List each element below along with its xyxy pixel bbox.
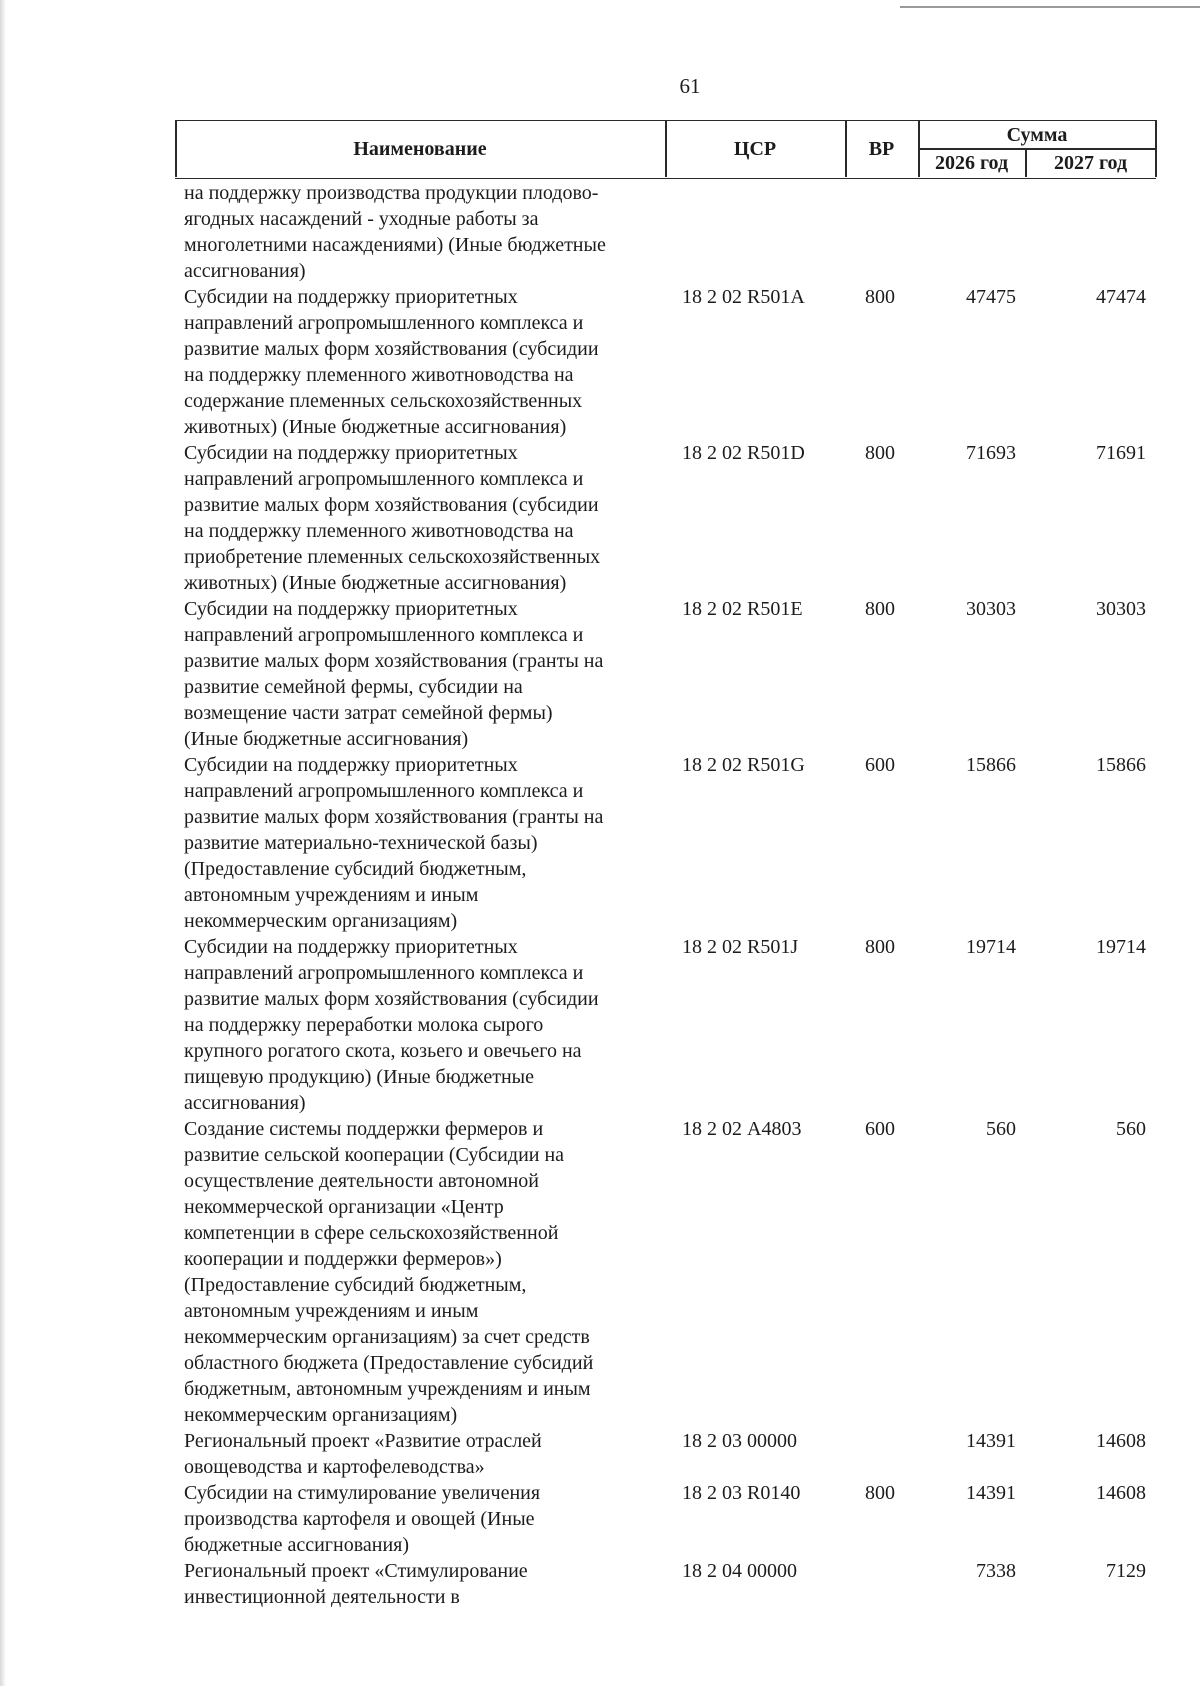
row-csr: 18 2 03 00000 <box>682 1430 797 1452</box>
header-sum: Сумма <box>1006 123 1068 146</box>
row-csr: 18 2 02 R501E <box>682 598 803 620</box>
header-csr: ЦСР <box>733 138 777 160</box>
row-csr: 18 2 02 R501D <box>682 442 805 464</box>
row-name: Субсидии на поддержку приоритетных направлений агропромышленного комплекса и развитие малых форм хозяйствования (гранты на развитие семейной фермы, субсидии на возмещение части затрат семейной фермы) (Иные бюджетные ассигнования) <box>184 598 604 750</box>
row-vr: 800 <box>865 442 895 464</box>
row-vr: 800 <box>865 1482 895 1504</box>
row-amount-2026: 560 <box>986 1118 1016 1140</box>
row-csr: 18 2 03 R0140 <box>682 1482 801 1504</box>
header-divider-years <box>1025 148 1027 177</box>
row-amount-2027: 19714 <box>1096 936 1146 958</box>
row-csr: 18 2 02 R501A <box>682 286 805 308</box>
row-csr: 18 2 02 R501J <box>682 936 799 958</box>
row-amount-2027: 71691 <box>1096 442 1146 464</box>
row-amount-2027: 14608 <box>1096 1430 1146 1452</box>
row-amount-2027: 7129 <box>1106 1560 1146 1582</box>
row-amount-2026: 15866 <box>966 754 1016 776</box>
row-amount-2027: 560 <box>1116 1118 1146 1140</box>
header-year-2027: 2027 год <box>1053 152 1128 174</box>
page-number: 61 <box>679 74 701 98</box>
row-name: Региональный проект «Развитие отраслей овощеводства и картофелеводства» <box>184 1430 542 1478</box>
header-border-left <box>175 120 177 177</box>
row-name: Субсидии на стимулирование увеличения производства картофеля и овощей (Иные бюджетные ассигнования) <box>184 1482 541 1556</box>
row-vr: 800 <box>865 936 895 958</box>
row-vr: 600 <box>865 754 895 776</box>
row-amount-2026: 19714 <box>966 936 1016 958</box>
row-amount-2026: 71693 <box>966 442 1016 464</box>
header-divider-csr <box>665 120 667 177</box>
row-amount-2027: 15866 <box>1096 754 1146 776</box>
row-vr: 800 <box>865 598 895 620</box>
header-name: Наименование <box>353 138 487 160</box>
header-divider-vr <box>845 120 847 177</box>
row-csr: 18 2 04 00000 <box>682 1560 797 1582</box>
row-amount-2027: 14608 <box>1096 1482 1146 1504</box>
row-amount-2026: 30303 <box>966 598 1016 620</box>
row-csr: 18 2 02 А4803 <box>682 1118 802 1140</box>
row-amount-2027: 30303 <box>1096 598 1146 620</box>
row-amount-2026: 14391 <box>966 1482 1016 1504</box>
row-csr: 18 2 02 R501G <box>682 754 805 776</box>
row-name: Субсидии на поддержку приоритетных направлений агропромышленного комплекса и развитие малых форм хозяйствования (гранты на развитие материально-технической базы) (Предоставление субсидий бюджетным, автономным учреждениям и иным некоммерческим организациям) <box>184 754 604 932</box>
row-name: Субсидии на поддержку приоритетных направлений агропромышленного комплекса и развитие малых форм хозяйствования (субсидии на поддержку переработки молока сырого крупного рогатого скота, козьего и овечьего на пищевую продукцию) (Иные бюджетные ассигнования) <box>184 936 599 1114</box>
row-name: Субсидии на поддержку приоритетных направлений агропромышленного комплекса и развитие малых форм хозяйствования (субсидии на поддержку племенного животноводства на приобретение племенных сельскохозяйственных животных) (Иные бюджетные ассигнования) <box>184 442 601 594</box>
row-name: Субсидии на поддержку приоритетных направлений агропромышленного комплекса и развитие малых форм хозяйствования (субсидии на поддержку племенного животноводства на содержание племенных сельскохозяйственных животных) (Иные бюджетные ассигнования) <box>184 286 599 438</box>
row-name: на поддержку производства продукции плодово- ягодных насаждений - уходные работы за многолетними насаждениями) (Иные бюджетные ассигнования) <box>184 182 606 282</box>
header-sum-divider <box>918 148 1156 150</box>
row-amount-2026: 7338 <box>976 1560 1016 1582</box>
row-amount-2026: 47475 <box>966 286 1016 308</box>
row-name: Региональный проект «Стимулирование инвестиционной деятельности в <box>184 1560 528 1608</box>
row-name: Создание системы поддержки фермеров и развитие сельской кооперации (Субсидии на осуществление деятельности автономной некоммерческой организации «Центр компетенции в сфере сельскохозяйственной кооперации и поддержки фермеров») (Предоставление субсидий бюджетным, автономным учреждениям и иным некоммерческим организациям) за счет средств областного бюджета (Предоставление субсидий бюджетным, автономным учреждениям и иным некоммерческим организациям) <box>184 1118 594 1426</box>
row-vr: 600 <box>865 1118 895 1140</box>
header-vr: ВР <box>868 138 895 160</box>
scan-edge <box>0 0 6 1686</box>
header-year-2026: 2026 год <box>934 152 1009 174</box>
row-amount-2027: 47474 <box>1096 286 1146 308</box>
row-vr: 800 <box>865 286 895 308</box>
row-amount-2026: 14391 <box>966 1430 1016 1452</box>
scan-top-line <box>900 6 1200 8</box>
